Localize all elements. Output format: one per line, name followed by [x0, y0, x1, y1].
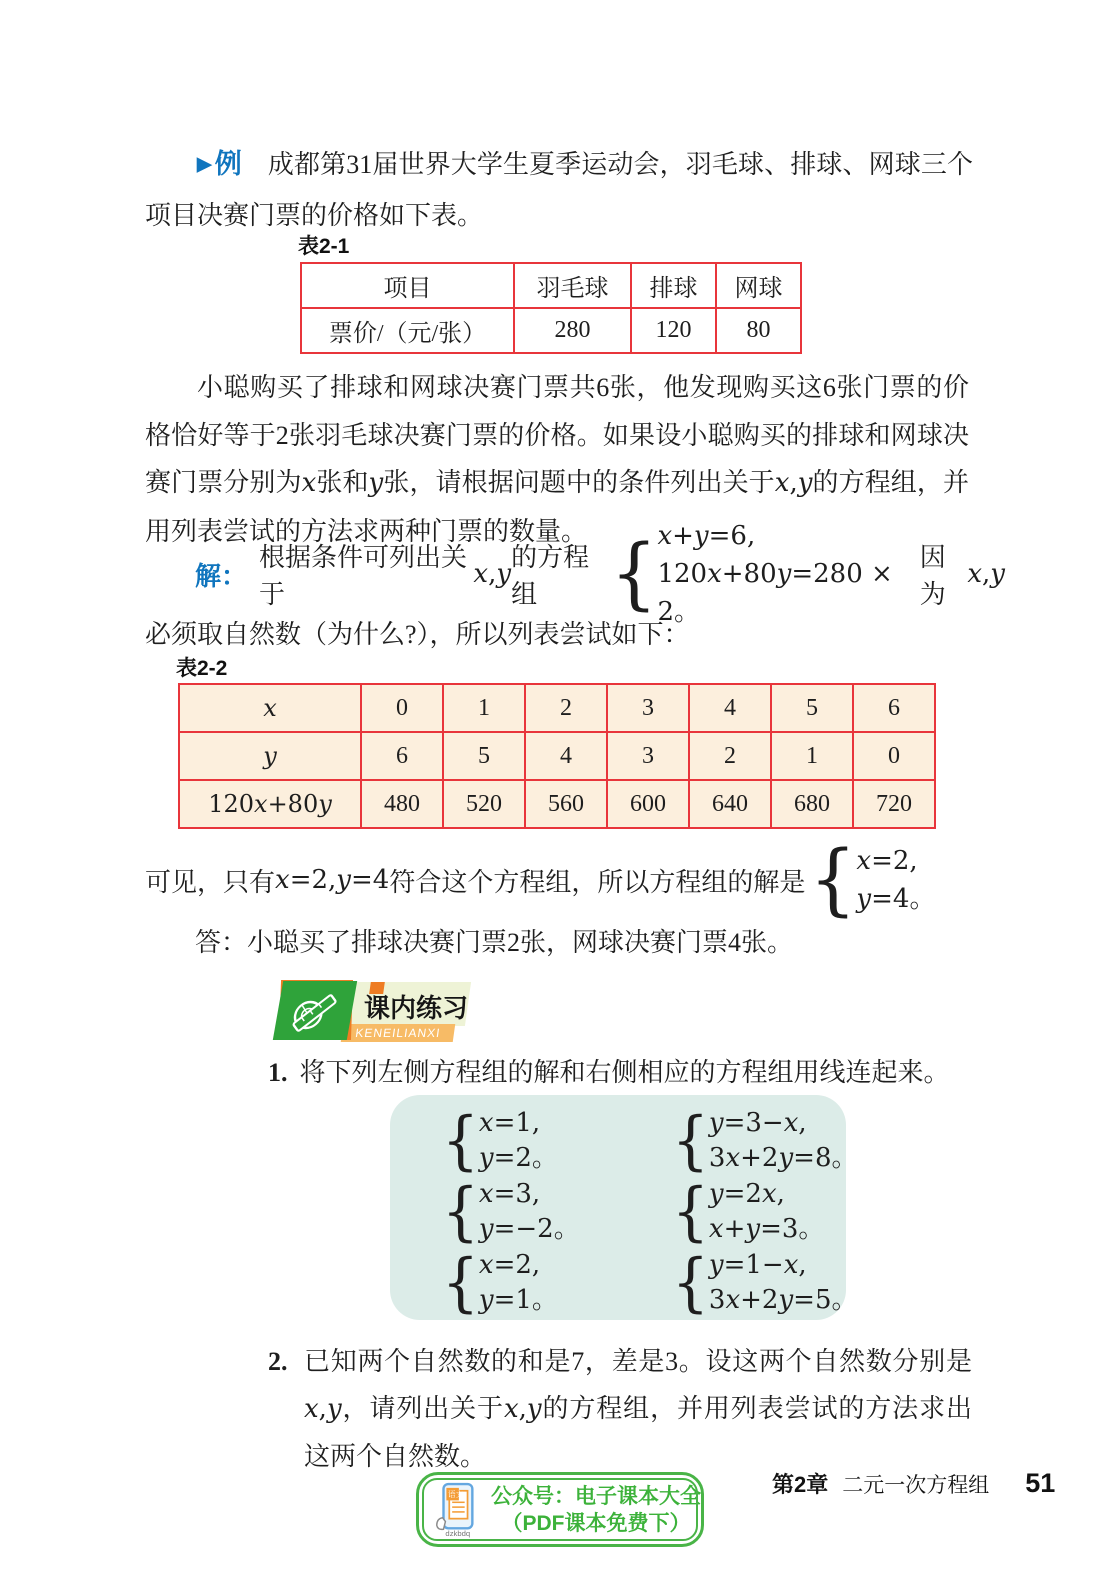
table-header-cell: 排球: [631, 263, 716, 308]
triangle-bullet-icon: ▶: [197, 154, 212, 175]
table-cell: 1: [443, 684, 525, 732]
solution-line-2: [145, 614, 690, 651]
equation: x=2,: [856, 846, 918, 876]
table-row-label: 票价/（元/张）: [301, 308, 514, 353]
brace-symbol: {: [809, 834, 857, 925]
table-cell: 80: [716, 308, 801, 353]
example-paragraph: [145, 140, 973, 240]
equation: x=2,: [478, 1249, 541, 1280]
table-header-cell: 羽毛球: [514, 263, 631, 308]
brace-symbol: {: [442, 1244, 479, 1320]
exercise-text-segment: ，请列出关于: [341, 1394, 504, 1423]
practice-section-title: 课内练习: [364, 993, 469, 1023]
solution-label: 解：: [195, 560, 248, 591]
math-var: y: [368, 468, 384, 498]
table-cell: 0: [853, 732, 935, 780]
table-cell: 4: [689, 684, 771, 732]
chapter-label: 第2章: [772, 1472, 829, 1497]
equation-system: [672, 1102, 858, 1178]
chapter-title: 二元一次方程组: [842, 1474, 990, 1497]
equation: y=2。: [478, 1142, 558, 1173]
table-header-cell: 网球: [716, 263, 801, 308]
table-cell: 5: [771, 684, 853, 732]
brace-symbol: {: [610, 528, 658, 619]
table-cell: 2: [689, 732, 771, 780]
math-var: x=2,y=4: [275, 865, 390, 895]
solution-text: 的方程组: [511, 543, 590, 609]
table-row: [179, 780, 935, 828]
solution-text: 因为: [919, 543, 946, 609]
answer-text: 答：小聪买了排球决赛门票2张，网球决赛门票4张。: [195, 928, 794, 957]
table-cell: 640: [689, 780, 771, 828]
practice-section-badge: [276, 980, 468, 1042]
table-row: [179, 732, 935, 780]
table-2-2: [178, 683, 936, 829]
equation: y=1。: [478, 1284, 558, 1315]
equation-system: [442, 1102, 672, 1178]
table-cell: 600: [607, 780, 689, 828]
table-row-label: x: [179, 684, 361, 732]
table-row: [301, 263, 801, 308]
equation-system: [442, 1173, 672, 1249]
badge-green-tile: [273, 981, 357, 1040]
watermark-line-2: （PDF课本免费下）: [501, 1511, 691, 1535]
table-cell: 2: [525, 684, 607, 732]
table-cell: 6: [853, 684, 935, 732]
exercise-text-segment: 已知两个自然数的和是7，差是3。设这两个自然数分别是: [304, 1347, 972, 1376]
math-var: x,y: [304, 1394, 342, 1424]
math-var: x: [301, 468, 317, 498]
brace-symbol: {: [442, 1102, 479, 1178]
equation: y=3−x,: [708, 1107, 807, 1138]
table-cell: 520: [443, 780, 525, 828]
equation: x+y=3。: [708, 1213, 825, 1244]
problem-text: 张，请根据问题中的条件列出关于: [383, 468, 775, 497]
table-2-1-caption: 表2-1: [298, 235, 350, 258]
table-header-cell: 项目: [301, 263, 514, 308]
equation: x=3,: [478, 1178, 541, 1209]
icon-sub-label: dzkbdq: [445, 1528, 471, 1538]
table-2-1: [300, 262, 802, 354]
equation: 3x+2y=5。: [708, 1284, 858, 1315]
example-label: 例: [214, 149, 242, 179]
table-row-label: 120x+80y: [179, 780, 361, 828]
problem-text: 小聪购买了排球和网球决赛门票共6张，他发现购买这6张门票的价格恰好等于2张羽毛球决赛门票的价格。如果设小聪购买的排球和网球决赛门票分别为: [145, 373, 969, 497]
phone-book-icon: [431, 1480, 481, 1540]
brace-symbol: {: [672, 1173, 709, 1249]
table-row: [301, 308, 801, 353]
equation: 120x+80y=280 × 2。: [657, 559, 893, 627]
table-cell: 280: [514, 308, 631, 353]
equation: y=2x,: [708, 1178, 785, 1209]
table-row-label: y: [179, 732, 361, 780]
problem-text: 张和: [316, 468, 369, 497]
math-var: x,y: [503, 1394, 542, 1424]
math-var: x,y: [774, 468, 813, 498]
table-cell: 1: [771, 732, 853, 780]
problem-text: 的方程组，并用列表尝试的方法求两种门票的数量。: [145, 468, 969, 546]
exercise-2: [268, 1338, 972, 1480]
table-cell: 680: [771, 780, 853, 828]
table-cell: 5: [443, 732, 525, 780]
exercise-text: 将下列左侧方程组的解和右侧相应的方程组用线连起来。: [299, 1058, 950, 1087]
watermark-text: [491, 1483, 701, 1537]
matching-box: [390, 1095, 858, 1320]
table-cell: 3: [607, 684, 689, 732]
math-var: x,y: [473, 559, 512, 589]
exercise-1: [268, 1052, 978, 1089]
exercise-text: [304, 1338, 972, 1480]
exercise-text-segment: 的方程组，并用列表尝试的方法求出这两个自然数。: [304, 1394, 972, 1471]
equation: y=4。: [856, 884, 936, 914]
badge-subtitle-strip: [341, 1024, 456, 1042]
page-footer: [772, 1468, 1055, 1499]
equation: x+y=6,: [657, 521, 756, 551]
equation: y=−2。: [478, 1213, 580, 1244]
equation: 3x+2y=8。: [708, 1142, 858, 1173]
solution-text: 必须取自然数（为什么?），所以列表尝试如下：: [145, 620, 690, 649]
solution-line: [145, 521, 1005, 627]
equation: x=1,: [478, 1107, 541, 1138]
exercise-number: 1.: [268, 1058, 288, 1087]
brace-symbol: {: [672, 1244, 709, 1320]
matching-grid: [442, 1102, 858, 1320]
page-number: 51: [1025, 1468, 1056, 1498]
table-row: [179, 684, 935, 732]
example-marker: [197, 149, 242, 179]
table-cell: 6: [361, 732, 443, 780]
equation-system: [672, 1173, 857, 1249]
table-cell: 120: [631, 308, 716, 353]
table-2-2-caption: 表2-2: [176, 657, 228, 680]
math-var: x,y: [967, 559, 1005, 589]
table-cell: 4: [525, 732, 607, 780]
equation-system: [672, 1244, 858, 1320]
answer-line: [145, 922, 793, 959]
table-cell: 720: [853, 780, 935, 828]
protractor-ruler-icon: [287, 987, 343, 1035]
equation: y=1−x,: [708, 1249, 807, 1280]
conclusion-text: 可见，只有: [145, 867, 276, 897]
equation-system: [442, 1244, 672, 1320]
example-text: 成都第31届世界大学生夏季运动会，羽毛球、排球、网球三个项目决赛门票的价格如下表。: [145, 150, 973, 230]
table-cell: 560: [525, 780, 607, 828]
equation-system: [809, 834, 936, 925]
watermark-badge: [416, 1472, 704, 1547]
conclusion-text: 符合这个方程组，所以方程组的解是: [389, 867, 806, 897]
solution-text: 根据条件可列出关于: [259, 543, 468, 609]
conclusion-line: [145, 834, 1005, 925]
brace-symbol: {: [442, 1173, 479, 1249]
icon-book-label: 语文: [447, 1489, 464, 1499]
watermark-line-1: 公众号：电子课本大全: [491, 1484, 701, 1508]
table-cell: 0: [361, 684, 443, 732]
table-cell: 480: [361, 780, 443, 828]
exercise-number: 2.: [268, 1347, 288, 1376]
brace-symbol: {: [672, 1102, 709, 1178]
table-cell: 3: [607, 732, 689, 780]
badge-subtitle: KENEILIANXI: [354, 1026, 442, 1040]
